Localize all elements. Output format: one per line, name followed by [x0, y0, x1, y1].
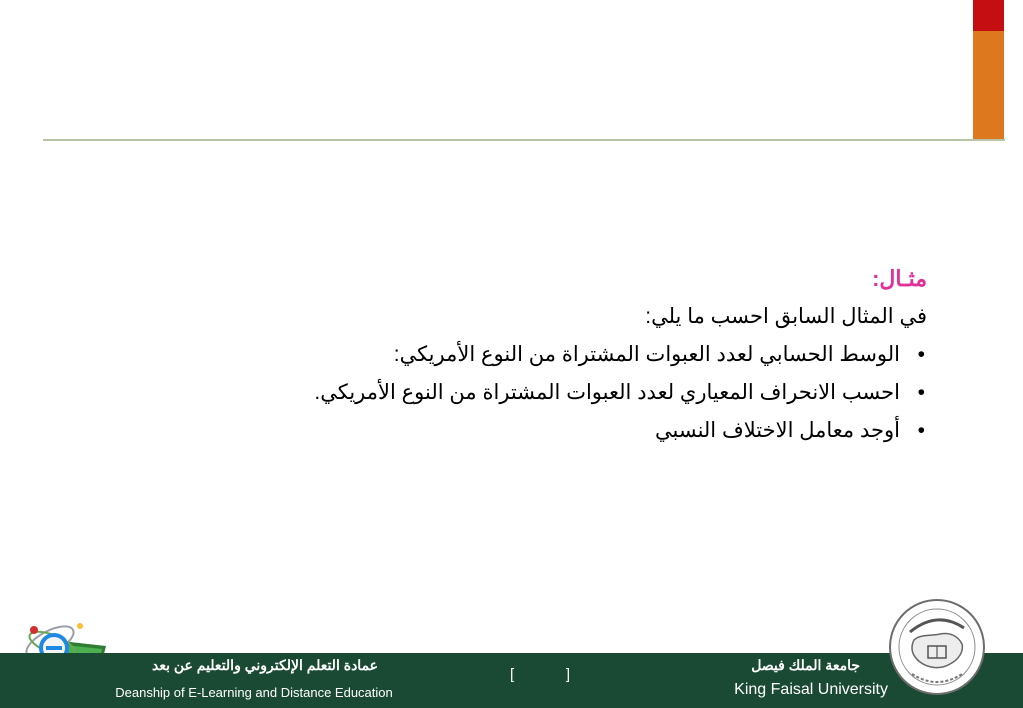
list-item [127, 412, 927, 450]
bullet-text: الوسط الحسابي لعدد العبوات المشتراة من النوع الأمريكي: [393, 343, 900, 366]
bullet-text: أوجد معامل الاختلاف النسبي [655, 419, 900, 442]
bullet-dot: • [917, 381, 925, 404]
slide-body [127, 260, 927, 450]
bullet-dot: • [917, 419, 925, 442]
accent-block-red [973, 0, 1004, 31]
university-seal-icon [888, 598, 986, 696]
bullet-dot: • [917, 343, 925, 366]
accent-block-orange [973, 31, 1004, 140]
deanship-name-ar: عمادة التعلم الإلكتروني والتعليم عن بعد [151, 657, 379, 673]
footer-bar [0, 653, 1023, 708]
list-item [127, 374, 927, 412]
deanship-name-en: Deanship of E-Learning and Distance Education [115, 685, 393, 700]
page-bracket-open: [ [510, 666, 515, 683]
page-number [510, 666, 570, 683]
title-divider [43, 139, 1005, 141]
bullet-text: احسب الانحراف المعياري لعدد العبوات المشتراة من النوع الأمريكي. [314, 381, 900, 404]
university-name-ar: جامعة الملك فيصل [751, 657, 860, 673]
list-item [127, 336, 927, 374]
university-name-en: King Faisal University [734, 681, 888, 698]
bullet-list [127, 336, 927, 450]
page-bracket-close: ] [565, 666, 570, 683]
intro-text: في المثال السابق احسب ما يلي: [645, 305, 927, 328]
example-heading: مثـال: [872, 266, 927, 291]
